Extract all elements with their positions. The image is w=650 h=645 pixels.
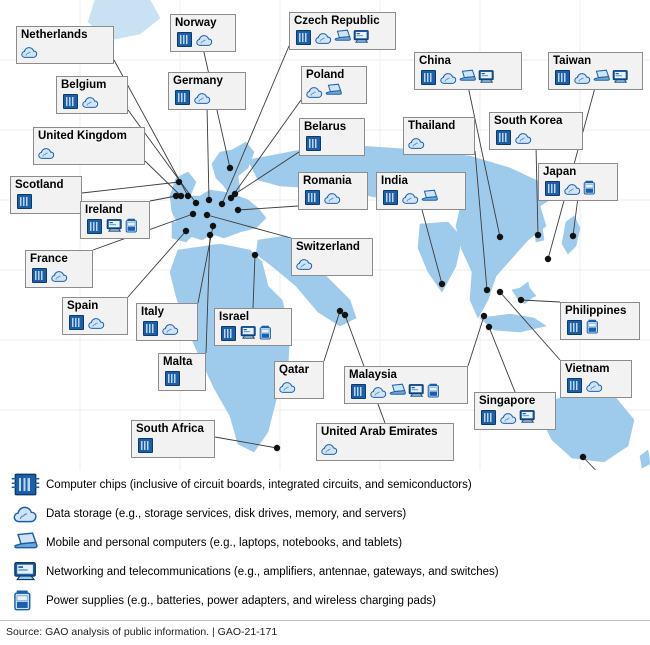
computer-chip-icon [567,320,582,335]
mobile-computer-icon [13,531,38,554]
map-callout-germany[interactable] [168,72,246,110]
callout-icon-row [419,68,517,86]
map-callout-india[interactable] [376,172,466,210]
computer-chip-icon [481,410,496,425]
networking-icon [240,325,257,341]
data-storage-icon [194,92,211,105]
map-callout-united-kingdom[interactable] [33,127,145,165]
callout-country-name: Singapore [479,395,536,407]
data-storage-icon [408,137,425,150]
computer-chip-icon [175,90,190,105]
source-note: Source: GAO analysis of public information. | GAO-21-171 [0,620,650,645]
computer-chip-icon [143,321,158,336]
map-callout-belarus[interactable] [299,118,365,156]
map-callout-vietnam[interactable] [560,360,632,398]
map-callout-south-africa[interactable] [131,420,215,458]
map-callout-scotland[interactable] [10,176,82,214]
map-callout-israel[interactable] [214,308,292,346]
callout-country-name: Belgium [61,79,107,91]
callout-country-name: Qatar [279,364,310,376]
callout-country-name: Scotland [15,179,64,191]
callout-country-name: Malta [163,356,193,368]
data-storage-icon [370,386,387,399]
map-callout-malta[interactable] [158,353,206,391]
data-storage-icon [315,32,332,45]
callout-icon-row [303,188,363,206]
callout-country-name: Ireland [85,204,123,216]
callout-country-name: Israel [219,311,250,323]
computer-chip-icon [383,190,398,205]
legend-label: Power supplies (e.g., batteries, power adapters, and wireless charging pads) [46,594,436,607]
computer-chip-icon [138,438,153,453]
map-callout-united-arab-emirates[interactable] [316,423,454,461]
callout-icon-row [565,318,635,336]
data-storage-icon [13,505,38,524]
mobile-computer-icon [459,69,476,85]
callout-icon-row [38,143,140,161]
callout-country-name: Philippines [565,305,627,317]
legend-label: Networking and telecommunications (e.g., amplifiers, antennae, gateways, and switches) [46,565,499,578]
callout-country-name: Germany [173,75,223,87]
data-storage-icon [321,443,338,456]
callout-country-name: United Arab Emirates [321,426,438,438]
map-callout-belgium[interactable] [56,76,128,114]
data-storage-icon [296,258,313,271]
callout-icon-row [61,92,123,110]
computer-chip-icon [87,219,102,234]
data-storage-icon [38,147,55,160]
callout-country-name: South Africa [136,423,204,435]
map-callout-malaysia[interactable] [344,366,468,404]
map-callout-singapore[interactable] [474,392,556,430]
data-storage-icon [306,86,323,99]
callout-icon-row [349,382,463,400]
computer-chip-icon [14,474,36,496]
networking-icon [612,69,629,85]
callout-icon-row [67,313,123,331]
networking-icon [106,218,123,234]
map-callout-china[interactable] [414,52,522,90]
data-storage-icon [564,183,581,196]
callout-country-name: Japan [543,166,577,178]
computer-chip-icon [63,94,78,109]
callout-country-name: Belarus [304,121,347,133]
callout-icon-row [565,376,627,394]
callout-country-name: South Korea [494,115,563,127]
map-callout-ireland[interactable] [80,201,150,239]
data-storage-icon [88,317,105,330]
callout-icon-row [173,88,241,106]
legend-row [0,528,650,557]
power-supply-icon [427,383,444,399]
computer-chip-icon [177,32,192,47]
legend-row [0,470,650,499]
networking-icon [353,29,370,45]
callout-icon-row [141,319,193,337]
legend-label: Mobile and personal computers (e.g., laptops, notebooks, and tablets) [46,536,403,549]
computer-chip-icon [496,130,511,145]
map-callout-switzerland[interactable] [291,238,373,276]
map-callout-taiwan[interactable] [548,52,643,90]
computer-chip-icon [296,30,311,45]
data-storage-icon [21,46,38,59]
mobile-computer-icon [389,383,406,399]
callout-icon-row [15,192,77,210]
map-callout-thailand[interactable] [403,117,475,155]
legend-icon-wrap [8,476,42,493]
callout-icon-row [304,134,360,152]
networking-icon [478,69,495,85]
data-storage-icon [162,323,179,336]
map-callout-poland[interactable] [301,66,367,104]
mobile-computer-icon [421,189,438,205]
callout-icon-row [21,42,109,60]
callout-icon-row [219,324,287,342]
callout-icon-row [543,179,613,197]
data-storage-icon [279,381,296,394]
callout-icon-row [553,68,638,86]
callout-icon-row [321,439,449,457]
map-callout-italy[interactable] [136,303,198,341]
callout-icon-row [408,133,470,151]
data-storage-icon [82,96,99,109]
mobile-computer-icon [334,29,351,45]
map-callout-netherlands[interactable] [16,26,114,64]
data-storage-icon [586,380,603,393]
power-supply-icon [583,180,600,196]
map-callout-czech-republic[interactable] [289,12,396,50]
networking-icon [408,383,425,399]
callout-icon-row [85,217,145,235]
computer-chip-icon [421,70,436,85]
callout-icon-row [306,82,362,100]
legend-row [0,499,650,528]
legend-row [0,557,650,586]
callout-country-name: India [381,175,408,187]
map-callout-norway[interactable] [170,14,236,52]
computer-chip-icon [69,315,84,330]
map-callout-japan[interactable] [538,163,618,201]
legend-label: Computer chips (inclusive of circuit boards, integrated circuits, and semiconductors) [46,478,472,491]
callout-icon-row [136,436,210,454]
callout-country-name: Czech Republic [294,15,380,27]
callout-country-name: Switzerland [296,241,360,253]
legend-icon-wrap [8,593,42,609]
computer-chip-icon [32,268,47,283]
computer-chip-icon [351,384,366,399]
computer-chip-icon [221,326,236,341]
callout-icon-row [494,128,578,146]
callout-country-name: Netherlands [21,29,88,41]
data-storage-icon [515,132,532,145]
computer-chip-icon [567,378,582,393]
callout-country-name: Poland [306,69,345,81]
computer-chip-icon [306,136,321,151]
callout-country-name: Romania [303,175,352,187]
callout-icon-row [175,30,231,48]
data-storage-icon [402,192,419,205]
computer-chip-icon [165,371,180,386]
callout-country-name: Spain [67,300,99,312]
map-callout-france[interactable] [25,250,93,288]
callout-country-name: China [419,55,451,67]
callout-icon-row [163,369,201,387]
callout-country-name: Italy [141,306,165,318]
map-callout-spain[interactable] [62,297,128,335]
legend-icon-wrap [8,564,42,580]
callout-country-name: Vietnam [565,363,610,375]
data-storage-icon [51,270,68,283]
power-supply-icon [125,218,142,234]
map-callout-south-korea[interactable] [489,112,583,150]
networking-icon [519,409,536,425]
mobile-computer-icon [325,83,342,99]
legend-label: Data storage (e.g., storage services, disk drives, memory, and servers) [46,507,407,520]
callout-icon-row [296,254,368,272]
callout-country-name: Taiwan [553,55,592,67]
callout-country-name: Thailand [408,120,456,132]
legend-icon-wrap [8,506,42,521]
callout-country-name: France [30,253,68,265]
map-callout-romania[interactable] [298,172,368,210]
computer-chip-icon [555,70,570,85]
callout-icon-row [279,377,319,395]
callout-country-name: Malaysia [349,369,397,381]
legend-icon-wrap [8,535,42,551]
data-storage-icon [440,72,457,85]
data-storage-icon [574,72,591,85]
data-storage-icon [324,192,341,205]
map-callout-qatar[interactable] [274,361,324,399]
callout-icon-row [479,408,551,426]
networking-icon [13,560,38,583]
legend-row [0,586,650,615]
computer-chip-icon [545,181,560,196]
power-supply-icon [586,319,603,335]
computer-chip-icon [17,194,32,209]
callout-icon-row [381,188,461,206]
callout-country-name: United Kingdom [38,130,127,142]
mobile-computer-icon [593,69,610,85]
data-storage-icon [500,412,517,425]
power-supply-icon [259,325,276,341]
callout-icon-row [294,28,391,46]
power-supply-icon [13,589,38,612]
data-storage-icon [196,34,213,47]
map-callout-philippines[interactable] [560,302,640,340]
legend [0,470,650,620]
callout-country-name: Norway [175,17,217,29]
computer-chip-icon [305,190,320,205]
callout-icon-row [30,266,88,284]
